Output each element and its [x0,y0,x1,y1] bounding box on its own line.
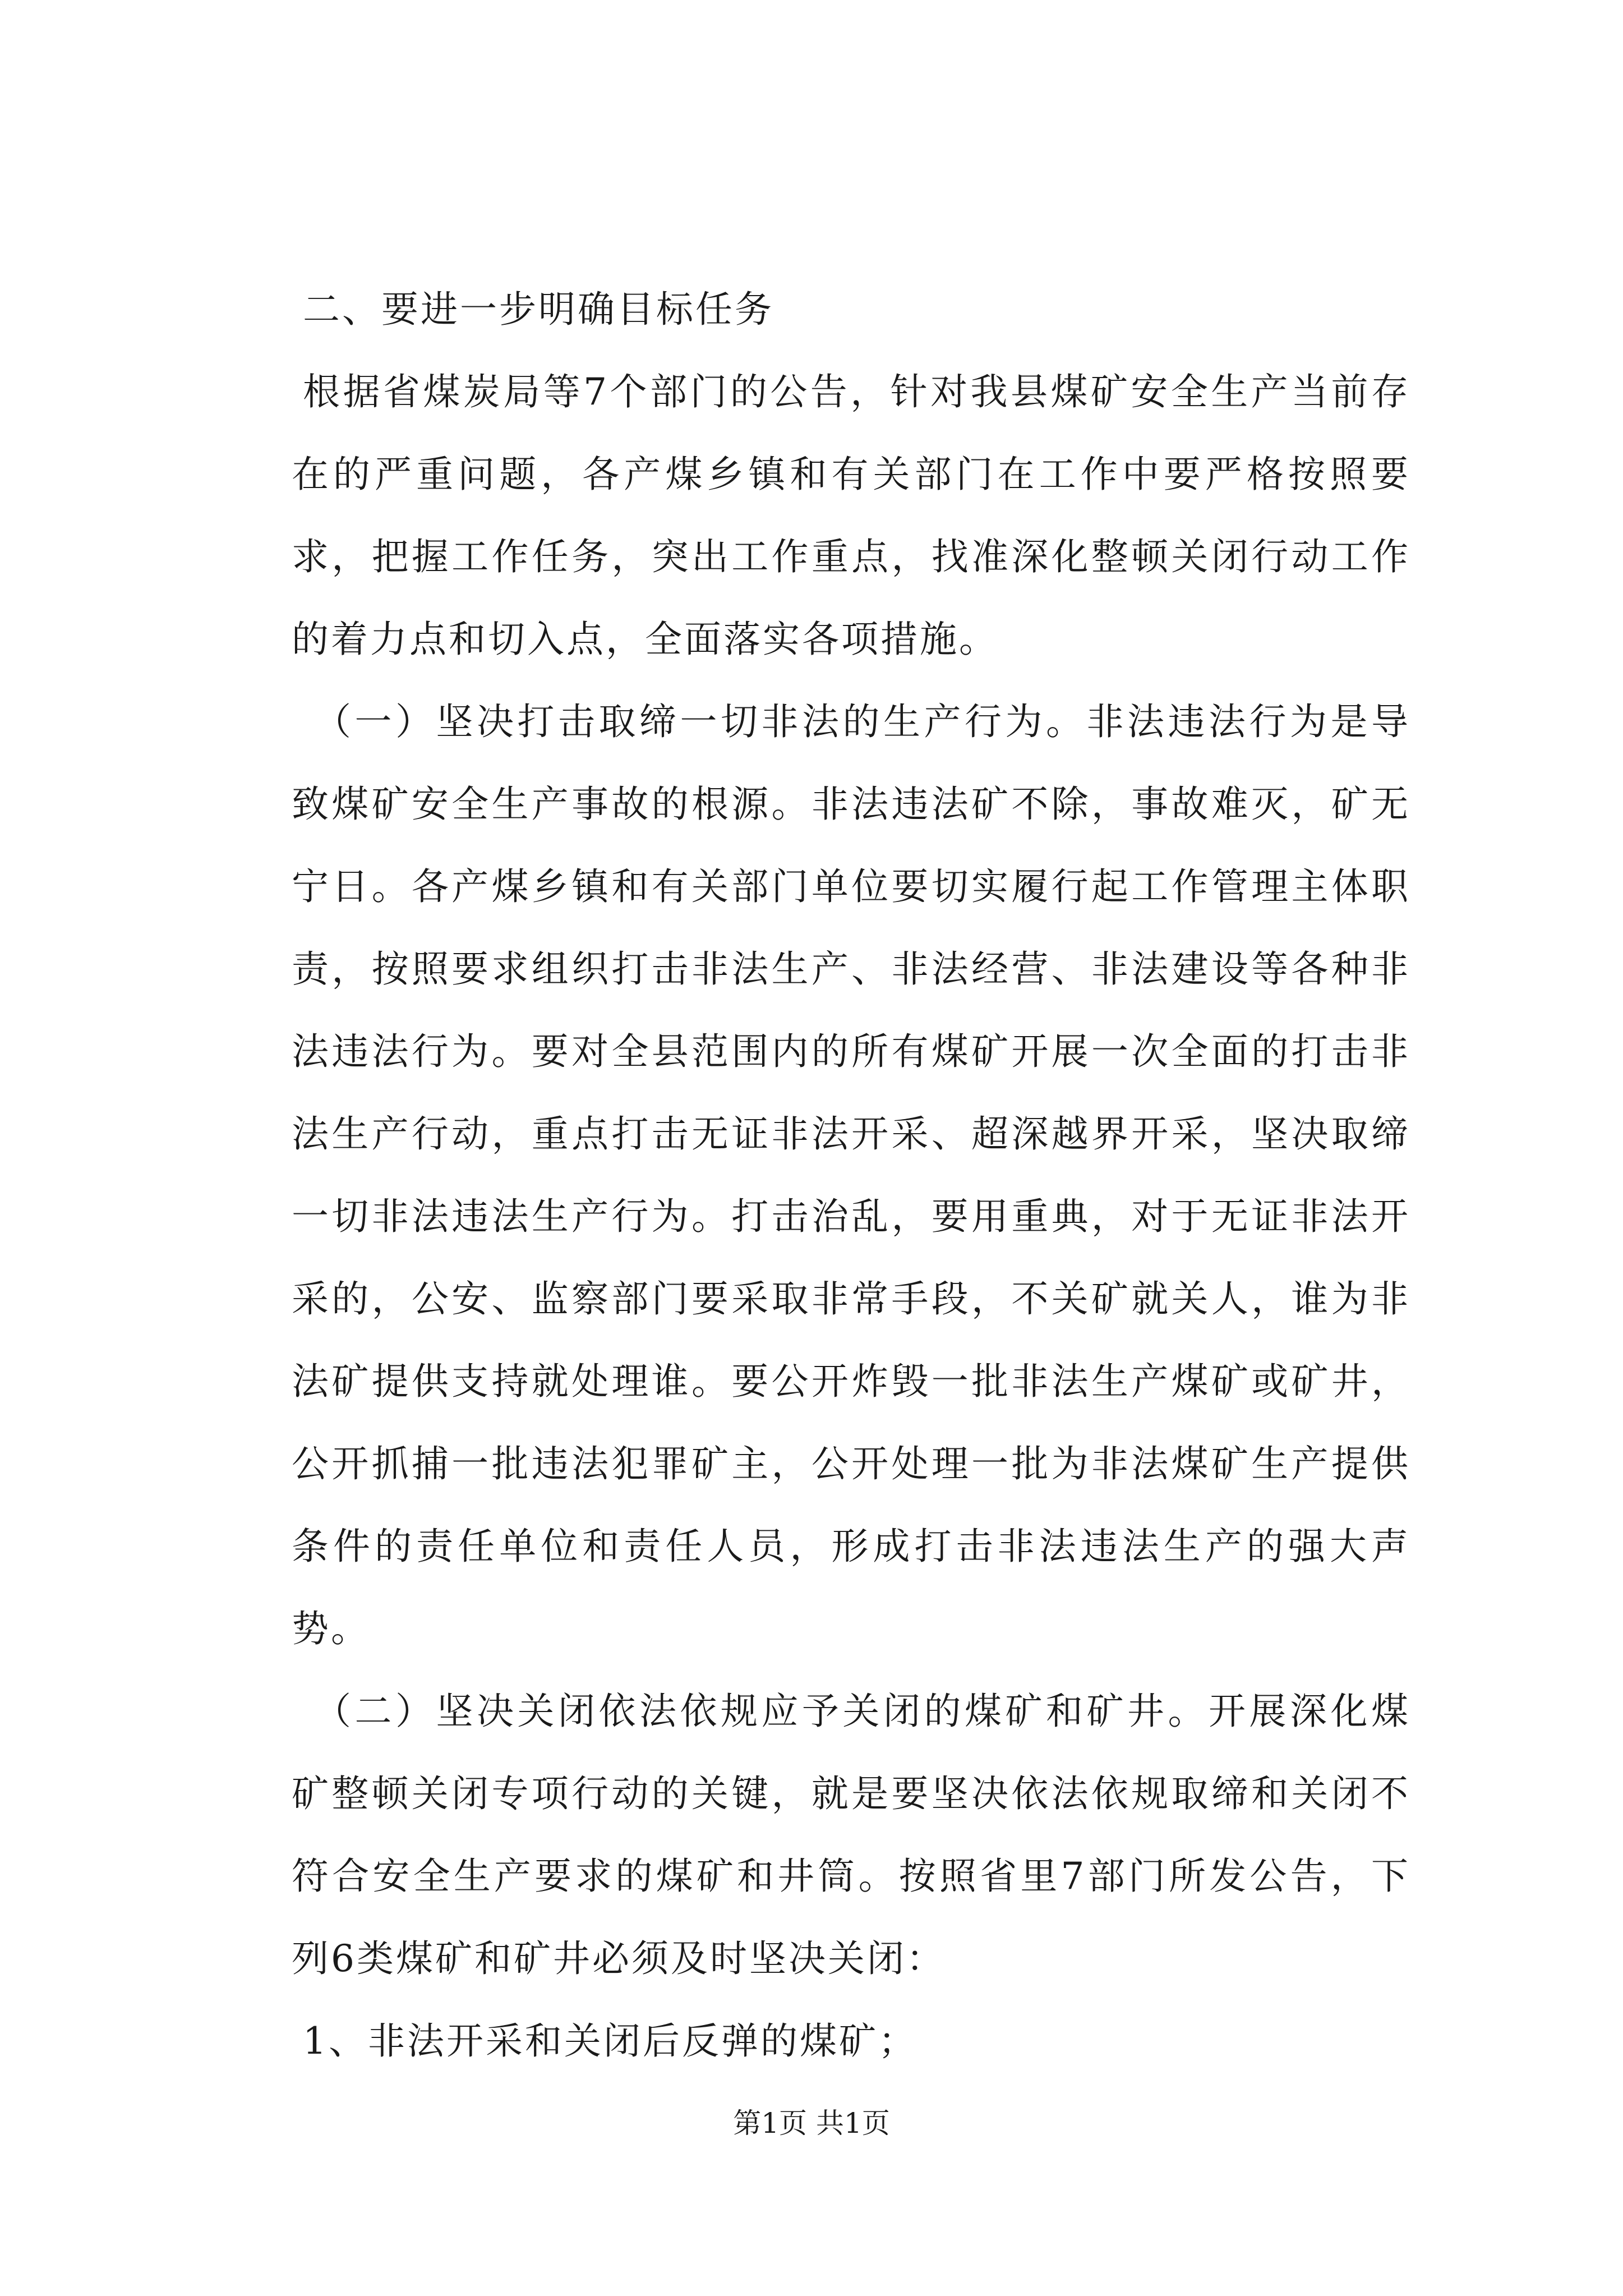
document-body [292,268,1410,2082]
section-heading: 二、要进一步明确目标任务 [303,288,774,331]
paragraph-item-two: （二）坚决关闭依法依规应予关闭的煤矿和矿井。开展深化煤矿整顿关闭专项行动的关键，就是要坚决依法依规取缔和关闭不符合安全生产要求的煤矿和井筒。按照省里7部门所发公告，下列6类煤矿和矿井必须及时坚决关闭： [292,1690,1410,1980]
paragraph-list-item-1: 1、非法开采和关闭后反弹的煤矿； [303,2019,917,2063]
paragraph-item-one: （一）坚决打击取缔一切非法的生产行为。非法违法行为是导致煤矿安全生产事故的根源。非法违法矿不除，事故难灭，矿无宁日。各产煤乡镇和有关部门单位要切实履行起工作管理主体职责，按照要求组织打击非法生产、非法经营、非法建设等各种非法违法行为。要对全县范围内的所有煤矿开展一次全面的打击非法生产行动，重点打击无证非法开采、超深越界开采，坚决取缔一切非法违法生产行为。打击治乱，要用重典，对于无证非法开采的，公安、监察部门要采取非常手段，不关矿就关人，谁为非法矿提供支持就处理谁。要公开炸毁一批非法生产煤矿或矿井，公开抓捕一批违法犯罪矿主，公开处理一批为非法煤矿生产提供条件的责任单位和责任人员，形成打击非法违法生产的强大声势。 [292,700,1410,1650]
page-number-footer: 第1页 共1页 [733,2107,890,2139]
paragraph-intro: 根据省煤炭局等7个部门的公告，针对我县煤矿安全生产当前存在的严重问题，各产煤乡镇和有关部门在工作中要严格按照要求，把握工作任务，突出工作重点，找准深化整顿关闭行动工作的着力点和切入点，全面落实各项措施。 [292,370,1410,661]
